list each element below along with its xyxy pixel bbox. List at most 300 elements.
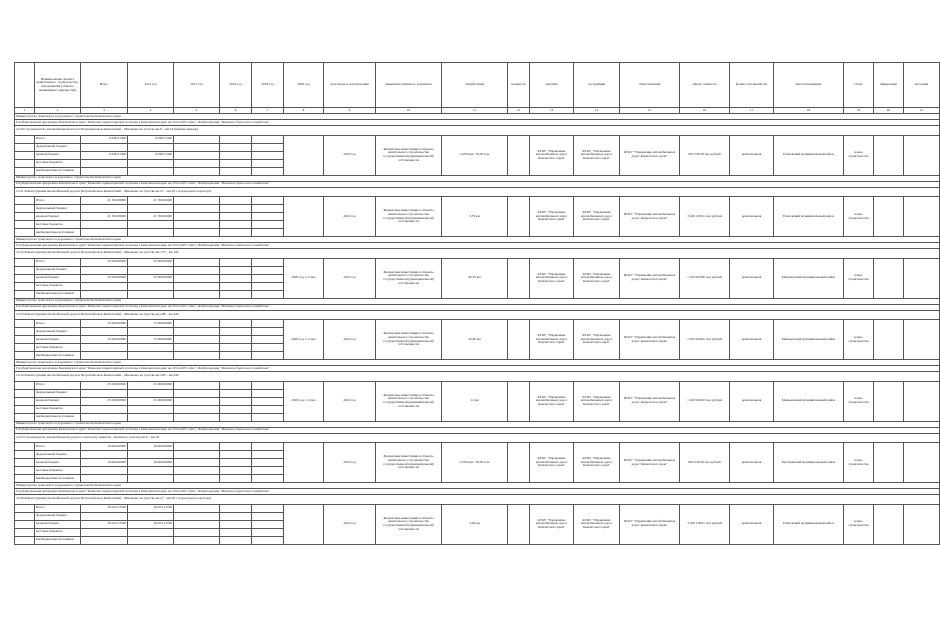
header-cell: срок ввода в эксплуатацию [324,63,376,108]
amount-total: 9 636,51300 [81,135,128,143]
amount-2015 [174,221,220,229]
amount-2014 [128,290,174,298]
amount-2014: 25 000,00000 [128,381,174,389]
funding-source: краевой бюджет [35,520,81,528]
customer-cell: КГКУ "Управление автомобильных дорог Камчатского края" [530,381,574,421]
row-spacer [15,290,35,298]
developer-cell: КГКУ "Управление автомобильных дорог Камчатского края" [574,197,620,237]
amount-2015 [174,528,220,536]
note-cell [874,320,904,360]
amount-2014 [128,282,174,290]
row-spacer [15,229,35,237]
amount-2014 [128,221,174,229]
amount-2016 [220,266,252,274]
amount-2018 [252,459,284,467]
row-spacer [15,135,35,143]
purpose-cell: Бюджетные инвестиции в объекты капитального строительства государственной (муниципальной) собственности [376,135,442,175]
program-name: Государственная программа Камчатского края "Развитие транспортной системы в Камчатском крае на 2014-2025 годы", Подпрограмма "Развитие дорожного хозяйства" [15,120,940,126]
row-spacer [15,221,35,229]
funding-source: местные бюджеты [35,221,81,229]
amount-2016 [220,197,252,205]
developer-cell: КГКУ "Управление автомобильных дорог Камчатского края" [574,504,620,544]
funding-source: краевой бюджет [35,213,81,221]
header-cell: общая стоимость [680,63,730,108]
ownership-cell: региональная [730,381,774,421]
amount-2016 [220,320,252,328]
funding-row [15,443,940,451]
amount-2016 [220,397,252,405]
column-number: 18 [774,108,844,114]
empty-cell [508,135,530,175]
location-cell: Елизовский муниципальный район [774,197,844,237]
amount-2016 [220,381,252,389]
status-cell: новое строительство [844,504,874,544]
object-title-row [15,372,940,382]
amount-2016 [220,143,252,151]
program-name: Государственная программа Камчатского края "Развитие транспортной системы в Камчатском крае на 2014-2025 годы", Подпрограмма "Развитие дорожного хозяйства" [15,366,940,372]
program-name: Государственная программа Камчатского края "Развитие транспортной системы в Камчатском крае на 2014-2025 годы", Подпрограмма "Развитие дорожного хозяйства" [15,181,940,187]
amount-2014: 25 000,00000 [128,258,174,266]
customer-cell: КГКУ "Управление автомобильных дорог Камчатского края" [530,135,574,175]
responsible-cell: КГКУ "Управление автомобильных дорог Камчатского края" [620,381,680,421]
funding-source: местные бюджеты [35,282,81,290]
amount-total [81,143,128,151]
header-cell: местонахождение [774,63,844,108]
amount-total [81,344,128,352]
row-spacer [15,512,35,520]
period-cell: 2020 год, 2 этапа [284,320,324,360]
amount-2018 [252,328,284,336]
amount-total [81,221,128,229]
row-spacer [15,213,35,221]
object-title: 12.22 Реконструкция автомобильной дороги Петропавловск-Камчатский – Мильково на участке км 175 – км 192 [15,249,940,259]
row-spacer [15,504,35,512]
ownership-cell: региональная [730,504,774,544]
object-title-row [15,187,940,197]
funding-source: местные бюджеты [35,405,81,413]
row-spacer [15,274,35,282]
amount-total: 25 000,00000 [81,381,128,389]
row-spacer [15,151,35,159]
developer-cell: КГКУ "Управление автомобильных дорог Камчатского края" [574,135,620,175]
amount-2015 [174,443,220,451]
amount-total [81,290,128,298]
amount-2018 [252,451,284,459]
amount-2015 [174,451,220,459]
amount-total [81,467,128,475]
amount-2018 [252,528,284,536]
capacity-cell: 20,96 км [442,320,508,360]
row-spacer [15,320,35,328]
column-number: 19 [844,108,874,114]
empty-cell [508,258,530,298]
amount-2014: 15 000,00000 [128,336,174,344]
row-spacer [15,167,35,175]
header-cell: форма собственности [730,63,774,108]
amount-2015 [174,266,220,274]
object-title: 12.21 Реконструкция автомобильной дороги Петропавловск-Камчатский – Мильково на участке км 27 – км 29 с подъездом к аэропорту [15,187,940,197]
amount-2015 [174,504,220,512]
header-cell: 2020 год [284,63,324,108]
ministry-name: Министерство транспорта и дорожного строительства Камчатского края [15,483,940,489]
amount-2016 [220,405,252,413]
extra-cell [904,443,940,483]
column-number: 5 [174,108,220,114]
amount-2018 [252,405,284,413]
customer-cell: КГКУ "Управление автомобильных дорог Камчатского края" [530,258,574,298]
row-spacer [15,475,35,483]
customer-cell: КГКУ "Управление автомобильных дорог Камчатского края" [530,504,574,544]
amount-2014: 21 593,00000 [128,213,174,221]
cost-cell: 1 249 950,00 тыс.рублей [680,381,730,421]
cost-cell: 1 655 954,00 тыс.рублей [680,320,730,360]
amount-2016 [220,520,252,528]
note-cell [874,135,904,175]
row-spacer [15,258,35,266]
header-cell: Наименование объекта капитального строительства, мероприятия (объекта недвижимого имущества) [35,63,81,108]
responsible-cell: КГКУ "Управление автомобильных дорог Камчатского края" [620,258,680,298]
status-cell: новое строительство [844,320,874,360]
column-number: 9 [324,108,376,114]
amount-2015 [174,135,220,143]
header-row [15,63,940,108]
ministry-name: Министерство транспорта и дорожного строительства Камчатского края [15,298,940,304]
amount-2014 [128,405,174,413]
amount-2018 [252,352,284,360]
funding-source: Итого [35,135,81,143]
amount-2016 [220,443,252,451]
header-cell: 2014 год [128,63,174,108]
extra-cell [904,320,940,360]
note-cell [874,197,904,237]
amount-total [81,328,128,336]
header-cell: застройщик [574,63,620,108]
ministry-name: Министерство транспорта и дорожного строительства Камчатского края [15,237,940,243]
amount-2018 [252,320,284,328]
funding-source: краевой бюджет [35,274,81,282]
location-cell: Быстринский муниципальный район [774,443,844,483]
funding-source: внебюджетные источники [35,229,81,237]
column-number: 4 [128,108,174,114]
column-number: 6 [220,108,252,114]
amount-2015 [174,381,220,389]
column-number: 17 [730,108,774,114]
amount-2014 [128,328,174,336]
commission-year: 2016 год [324,197,376,237]
customer-cell: КГКУ "Управление автомобильных дорог Камчатского края" [530,320,574,360]
object-title-row [15,126,940,136]
amount-total: 15 000,00000 [81,320,128,328]
purpose-cell: Бюджетные инвестиции в объекты капитального строительства государственной (муниципальной) собственности [376,197,442,237]
amount-total [81,413,128,421]
amount-2014 [128,352,174,360]
amount-2015 [174,274,220,282]
note-cell [874,258,904,298]
amount-2016 [220,229,252,237]
amount-2014 [128,205,174,213]
note-cell [874,381,904,421]
cost-cell: 3 429 118,91 тыс.рублей [680,504,730,544]
row-spacer [15,536,35,544]
amount-2015 [174,167,220,175]
funding-source: Итого [35,197,81,205]
amount-total: 18 000,00000 [81,459,128,467]
row-spacer [15,282,35,290]
developer-cell: КГКУ "Управление автомобильных дорог Камчатского края" [574,381,620,421]
row-spacer [15,397,35,405]
amount-2018 [252,167,284,175]
status-cell: новое строительство [844,135,874,175]
amount-total [81,205,128,213]
commission-year: 2016 год [324,320,376,360]
amount-total: 18 000,00000 [81,443,128,451]
amount-2018 [252,213,284,221]
location-cell: Елизовский муниципальный район [774,135,844,175]
amount-2016 [220,413,252,421]
commission-year: 2016 год [324,135,376,175]
cost-cell: 663 556,58 тыс.рублей [680,135,730,175]
amount-2014 [128,167,174,175]
location-cell: Елизовский муниципальный район [774,504,844,544]
amount-2015 [174,467,220,475]
amount-total [81,475,128,483]
ownership-cell: региональная [730,258,774,298]
ownership-cell: региональная [730,135,774,175]
amount-2016 [220,389,252,397]
responsible-cell: КГКУ "Управление автомобильных дорог Камчатского края" [620,320,680,360]
empty-cell [508,504,530,544]
funding-source: внебюджетные источники [35,413,81,421]
funding-source: внебюджетные источники [35,536,81,544]
column-number: 20 [874,108,904,114]
row-spacer [15,159,35,167]
column-number: 7 [252,108,284,114]
header-cell: источник [904,63,940,108]
amount-2018 [252,381,284,389]
amount-2018 [252,282,284,290]
capacity-cell: 12 км [442,381,508,421]
table-body [15,63,940,545]
funding-row [15,320,940,328]
funding-source: местные бюджеты [35,528,81,536]
column-number: 14 [574,108,620,114]
amount-total [81,405,128,413]
funding-row [15,504,940,512]
period-cell [284,504,324,544]
amount-2015 [174,213,220,221]
purpose-cell: Бюджетные инвестиции в объекты капитального строительства государственной (муниципальной) собственности [376,381,442,421]
commission-year: 2016 год [324,504,376,544]
extra-cell [904,381,940,421]
amount-2014 [128,536,174,544]
object-title: 12.20 Строительство автомобильной дороги Петропавловск-Камчатский – Мильково на участке км 0 – км 16 (первая очередь) [15,126,940,136]
cost-cell: 3 429 118,91 тыс.рублей [680,197,730,237]
column-number: 2 [35,108,81,114]
row-spacer [15,451,35,459]
amount-2016 [220,528,252,536]
funding-source: Итого [35,504,81,512]
amount-2018 [252,397,284,405]
object-title: 12.23 Реконструкция автомобильной дороги Петропавловск-Камчатский – Мильково на участке км 208 – км 229 [15,310,940,320]
amount-2018 [252,151,284,159]
program-name: Государственная программа Камчатского края "Развитие транспортной системы в Камчатском крае на 2014-2025 годы", Подпрограмма "Развитие дорожного хозяйства" [15,489,940,495]
investment-table [14,62,940,545]
period-cell: 2020 год, 2 этапа [284,381,324,421]
amount-2016 [220,475,252,483]
amount-2016 [220,451,252,459]
capacity-cell: 40,35 км [442,258,508,298]
amount-total [81,167,128,175]
amount-total [81,352,128,360]
amount-2018 [252,205,284,213]
row-spacer [15,389,35,397]
row-spacer [15,266,35,274]
customer-cell: КГКУ "Управление автомобильных дорог Камчатского края" [530,443,574,483]
object-title-row [15,249,940,259]
amount-total [81,266,128,274]
header-cell: 2015 год [174,63,220,108]
funding-source: федеральный бюджет [35,328,81,336]
funding-source: федеральный бюджет [35,143,81,151]
amount-total: 16 023,13700 [81,504,128,512]
amount-2014 [128,528,174,536]
funding-source: внебюджетные источники [35,167,81,175]
amount-2016 [220,151,252,159]
ministry-name: Министерство транспорта и дорожного строительства Камчатского края [15,360,940,366]
amount-2014: 18 000,00000 [128,443,174,451]
header-cell: реквизиты правового документа [376,63,442,108]
amount-2016 [220,258,252,266]
object-title: 12.24 Реконструкция автомобильной дороги Петропавловск-Камчатский – Мильково на участке км 229 – км 240 [15,372,940,382]
amount-2016 [220,221,252,229]
amount-2018 [252,344,284,352]
commission-year: 2016 год [324,258,376,298]
period-cell [284,197,324,237]
cost-cell: 1 329 933,80 тыс.рублей [680,258,730,298]
amount-2015 [174,197,220,205]
amount-2018 [252,135,284,143]
row-spacer [15,459,35,467]
location-cell: Мильковский муниципальный район [774,381,844,421]
column-number: 1 [15,108,35,114]
amount-2015 [174,282,220,290]
capacity-cell: 3,49 км [442,504,508,544]
location-cell: Мильковский муниципальный район [774,320,844,360]
status-cell: новое строительство [844,381,874,421]
amount-2018 [252,229,284,237]
capacity-cell: 17,659 км / 79,63 п.м. [442,443,508,483]
amount-2016 [220,159,252,167]
amount-2015 [174,413,220,421]
amount-2014 [128,512,174,520]
amount-2015 [174,328,220,336]
header-cell: мощность [508,63,530,108]
amount-total: 16 023,13700 [81,520,128,528]
header-cell: 2016 год [220,63,252,108]
developer-cell: КГКУ "Управление автомобильных дорог Камчатского края" [574,443,620,483]
amount-total: 25 000,00000 [81,258,128,266]
amount-2015 [174,205,220,213]
commission-year: 2016 год [324,381,376,421]
amount-total: 15 000,00000 [81,336,128,344]
funding-source: Итого [35,381,81,389]
amount-2016 [220,512,252,520]
amount-2018 [252,159,284,167]
funding-source: краевой бюджет [35,459,81,467]
status-cell: новое строительство [844,443,874,483]
amount-2014: 25 000,00000 [128,397,174,405]
responsible-cell: КГКУ "Управление автомобильных дорог Камчатского края" [620,197,680,237]
funding-source: федеральный бюджет [35,512,81,520]
amount-2015 [174,258,220,266]
amount-total [81,389,128,397]
amount-2018 [252,197,284,205]
amount-2014 [128,475,174,483]
amount-2014 [128,389,174,397]
extra-cell [904,197,940,237]
column-number: 8 [284,108,324,114]
amount-total: 21 593,00000 [81,213,128,221]
amount-2014: 15 000,00000 [128,320,174,328]
amount-2018 [252,336,284,344]
amount-2014 [128,451,174,459]
funding-source: Итого [35,320,81,328]
funding-row [15,135,940,143]
amount-2018 [252,143,284,151]
funding-source: краевой бюджет [35,151,81,159]
amount-2016 [220,536,252,544]
amount-total [81,282,128,290]
amount-2018 [252,290,284,298]
amount-2015 [174,397,220,405]
amount-total [81,229,128,237]
amount-2015 [174,405,220,413]
note-cell [874,504,904,544]
funding-source: Итого [35,443,81,451]
amount-2014 [128,266,174,274]
amount-2014: 18 000,00000 [128,459,174,467]
amount-total [81,512,128,520]
amount-2014 [128,413,174,421]
header-cell: примечание [874,63,904,108]
amount-2014: 16 023,13700 [128,504,174,512]
amount-2016 [220,336,252,344]
amount-2018 [252,536,284,544]
column-number: 11 [442,108,508,114]
column-number: 21 [904,108,940,114]
amount-2018 [252,413,284,421]
header-cell: общий объём [442,63,508,108]
amount-2016 [220,459,252,467]
amount-2014 [128,467,174,475]
empty-cell [508,381,530,421]
amount-2016 [220,213,252,221]
responsible-cell: КГКУ "Управление автомобильных дорог Камчатского края" [620,443,680,483]
amount-total [81,451,128,459]
object-title: 12.26 Реконструкция автомобильной дороги Петропавловск-Камчатский – Мильково на участке км 27 – км 29 с подъездом к аэропорту [15,495,940,505]
amount-total [81,536,128,544]
program-name: Государственная программа Камчатского края "Развитие транспортной системы в Камчатском крае на 2014-2025 годы", Подпрограмма "Развитие дорожного хозяйства" [15,304,940,310]
header-cell: заказчик [530,63,574,108]
column-number: 13 [530,108,574,114]
header-cell: Всего [81,63,128,108]
amount-2016 [220,467,252,475]
purpose-cell: Бюджетные инвестиции в объекты капитального строительства государственной (муниципальной) собственности [376,258,442,298]
object-title-row [15,310,940,320]
funding-source: краевой бюджет [35,336,81,344]
period-cell: 2020 год, 2 этапа [284,258,324,298]
period-cell [284,135,324,175]
